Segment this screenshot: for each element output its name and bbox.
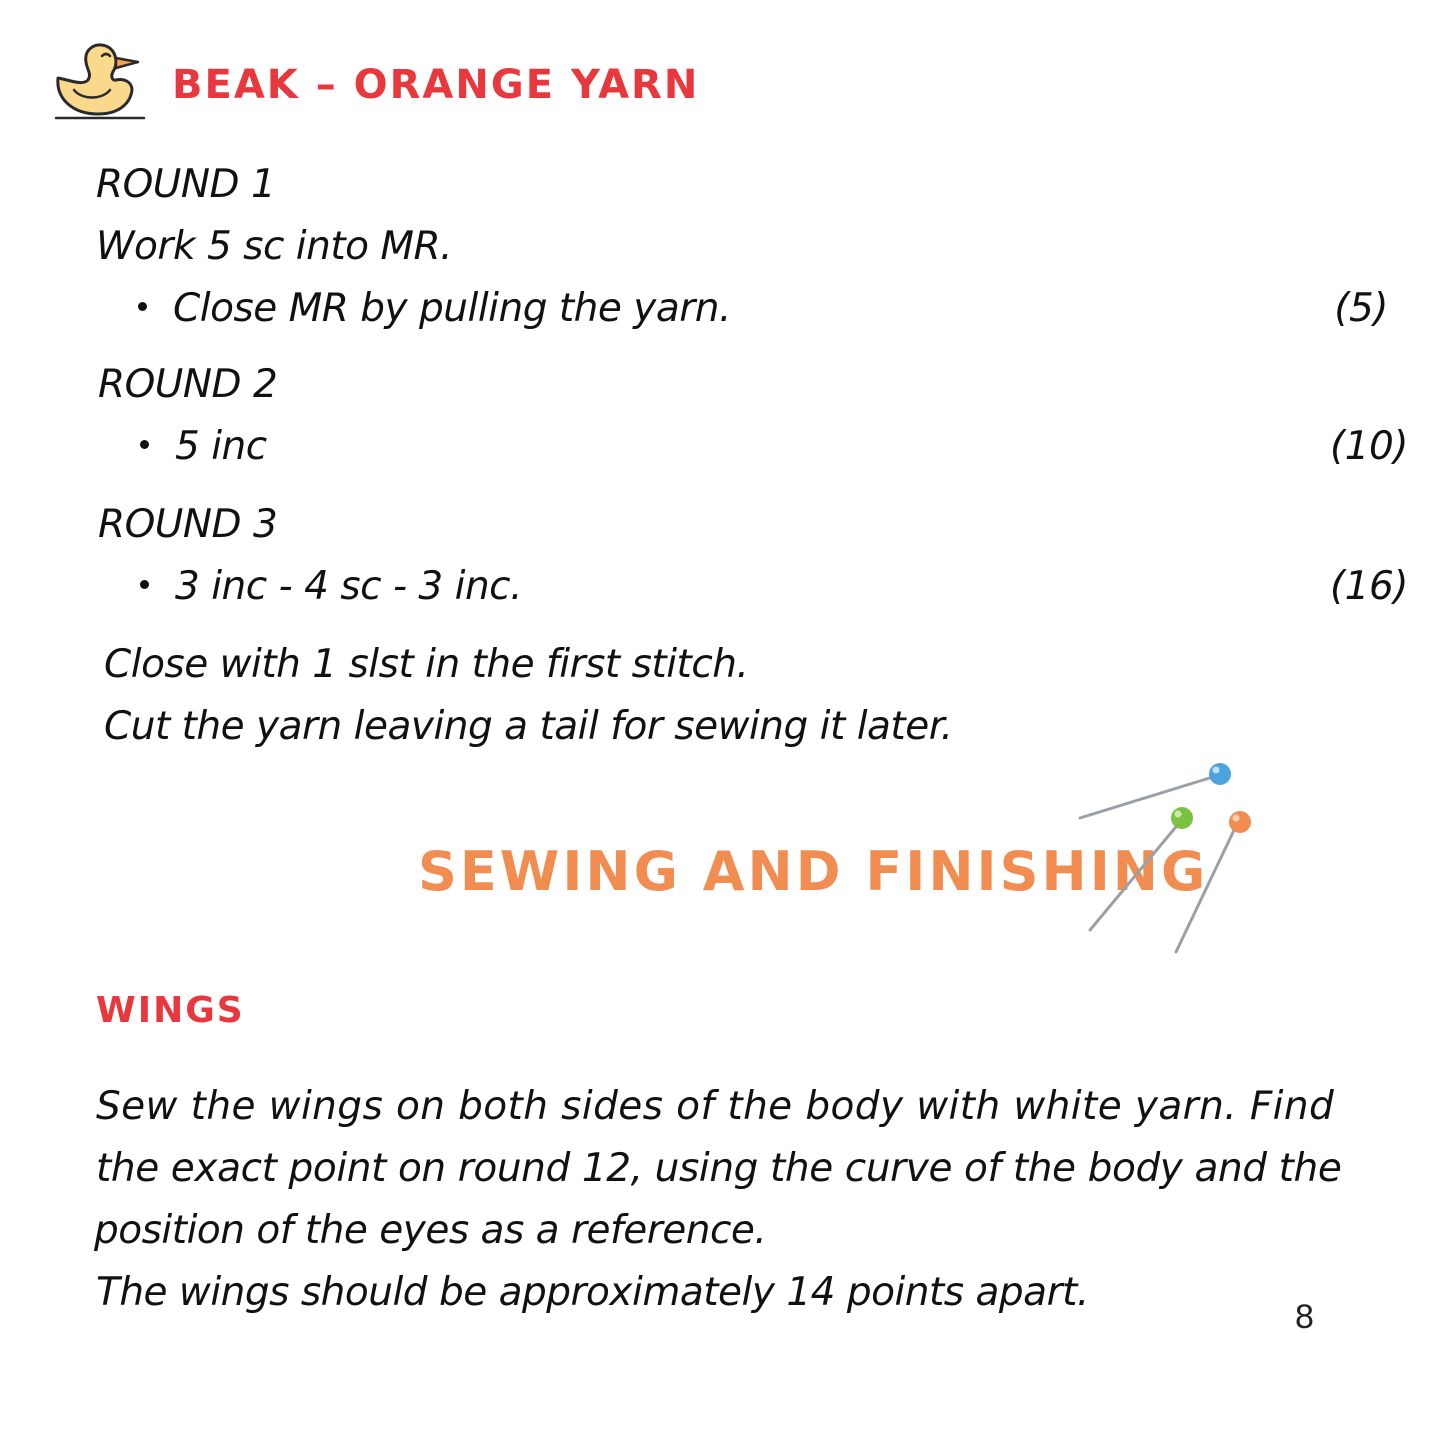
round-3-step-text: 3 inc - 4 sc - 3 inc. (175, 564, 523, 609)
round-2-count: (10) (1329, 424, 1408, 469)
page-title: BEAK – ORANGE YARN (172, 62, 700, 108)
round-2-step-text: 5 inc (175, 424, 267, 469)
closing-line-1: Close with 1 slst in the first stitch. (104, 642, 749, 687)
round-1-count: (5) (1334, 286, 1388, 331)
duck-icon (52, 40, 146, 122)
sewing-pins-icon (1070, 756, 1270, 966)
wings-title: WINGS (96, 990, 245, 1031)
wings-line-3: position of the eyes as a reference. (94, 1208, 767, 1253)
round-1-step (138, 286, 731, 331)
wings-line-2: the exact point on round 12, using the curve of the body and the (96, 1146, 1342, 1191)
round-1-intro: Work 5 sc into MR. (96, 224, 453, 269)
closing-line-2: Cut the yarn leaving a tail for sewing it later. (104, 704, 953, 749)
bullet-icon (140, 440, 149, 449)
round-3-label: ROUND 3 (98, 502, 278, 547)
round-1-step-text: Close MR by pulling the yarn. (173, 286, 731, 331)
round-2-step (140, 424, 267, 469)
round-3-step (140, 564, 522, 609)
round-1-label: ROUND 1 (96, 162, 276, 207)
round-2-label: ROUND 2 (98, 362, 278, 407)
bullet-icon (138, 302, 147, 311)
bullet-icon (140, 580, 149, 589)
section-title: SEWING AND FINISHING (418, 840, 1209, 903)
wings-line-1: Sew the wings on both sides of the body with white yarn. Find (96, 1084, 1335, 1129)
page-number: 8 (1295, 1298, 1314, 1336)
wings-line-4: The wings should be approximately 14 points apart. (96, 1270, 1089, 1315)
round-3-count: (16) (1329, 564, 1408, 609)
